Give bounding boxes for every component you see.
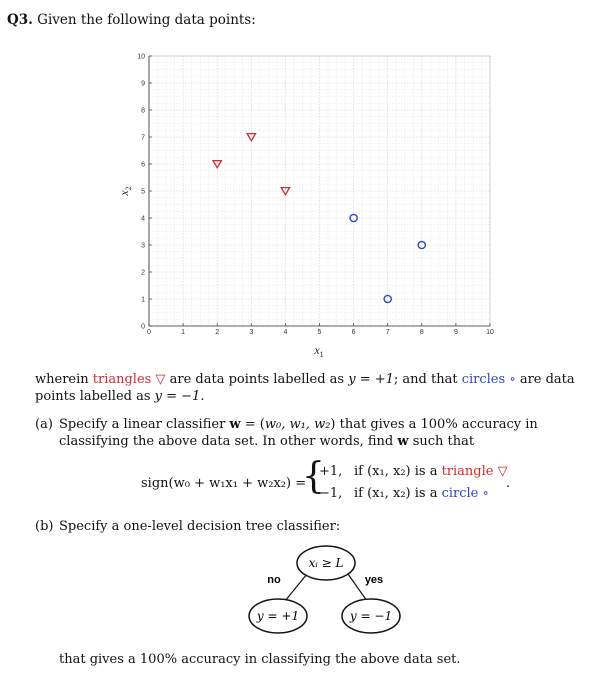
- y-tick-label: 9: [141, 80, 145, 88]
- y-negative: y = −1: [154, 389, 201, 404]
- y-tick-label: 3: [141, 242, 145, 250]
- triangle-word: triangle: [441, 464, 494, 479]
- text-span: = (: [240, 417, 265, 432]
- sign-expression: sign(w₀ + w₁x₁ + w₂x₂) =: [141, 476, 307, 491]
- equation-period: .: [506, 476, 511, 491]
- x-tick-label: 0: [147, 329, 151, 336]
- tree-root-label: xᵢ ≥ L: [308, 556, 344, 570]
- weights: w₀, w₁, w₂: [264, 417, 331, 432]
- text-span: if (x₁, x₂) is a: [354, 486, 442, 501]
- y-axis-label: $x_2$: [117, 186, 133, 196]
- text-span: Specify a linear classifier: [59, 417, 230, 432]
- text-span: ; and that: [393, 372, 462, 387]
- text-span: if (x₁, x₂) is a: [354, 464, 442, 479]
- text-span: such that: [408, 434, 475, 449]
- part-a-label: (a): [35, 417, 53, 432]
- tree-edge-no-label: no: [267, 574, 281, 586]
- y-tick-label: 1: [141, 296, 145, 304]
- x-tick-label: 4: [283, 329, 288, 336]
- tree-right-label: y = −1: [349, 609, 393, 623]
- part-b-label: (b): [35, 519, 54, 534]
- y-tick-label: 8: [141, 107, 145, 115]
- circles-word: circles: [461, 372, 506, 387]
- circle-word: circle: [441, 486, 479, 501]
- x-tick-label: 1: [181, 329, 186, 336]
- tree-left-label: y = +1: [256, 609, 300, 623]
- y-tick-label: 6: [141, 161, 145, 169]
- y-positive: y = +1: [348, 372, 394, 387]
- circle-glyph-icon: ∘: [482, 486, 489, 501]
- question-prompt: Given the following data points:: [37, 12, 256, 28]
- case1-value: +1,: [319, 464, 343, 479]
- triangles-word: triangles: [92, 372, 152, 387]
- x-tick-label: 3: [249, 329, 254, 336]
- part-b-text: Specify a one-level decision tree classifier:: [59, 519, 341, 534]
- x-axis-label: $x_1$: [314, 343, 324, 359]
- tree-edge-yes-label: yes: [364, 574, 384, 586]
- question-number: Q3.: [7, 12, 33, 28]
- x-tick-label: 6: [351, 329, 356, 336]
- closing-text: that gives a 100% accuracy in classifying the above data set.: [59, 652, 461, 667]
- case2-value: −1,: [319, 486, 343, 501]
- text-span: are data points labelled as: [165, 372, 349, 387]
- text-span: .: [200, 389, 205, 404]
- x-tick-label: 5: [317, 329, 322, 336]
- circle-glyph-icon: ∘: [509, 372, 516, 387]
- text-span: are data points labelled as: [35, 372, 575, 404]
- x-tick-label: 9: [453, 329, 458, 336]
- y-tick-label: 4: [141, 215, 145, 223]
- x-tick-label: 2: [215, 329, 220, 336]
- x-tick-label: 10: [486, 329, 494, 336]
- w-vector: w: [229, 417, 241, 432]
- y-tick-label: 7: [141, 134, 145, 142]
- x-tick-label: 7: [385, 329, 390, 336]
- tree-edge-left: [285, 574, 307, 601]
- text-span: wherein: [35, 372, 93, 387]
- y-tick-label: 0: [141, 323, 145, 331]
- triangle-glyph-icon: ▽: [155, 372, 166, 387]
- text-span: ) that gives a 100% accuracy in classifying the above data set. In other words, find: [59, 417, 538, 449]
- x-tick-label: 8: [419, 329, 424, 336]
- y-tick-label: 2: [141, 269, 145, 277]
- w-vector: w: [397, 434, 409, 449]
- y-tick-label: 5: [141, 188, 145, 196]
- y-tick-label: 10: [137, 53, 145, 61]
- triangle-glyph-icon: ▽: [497, 464, 508, 479]
- brace-glyph: {: [302, 456, 325, 497]
